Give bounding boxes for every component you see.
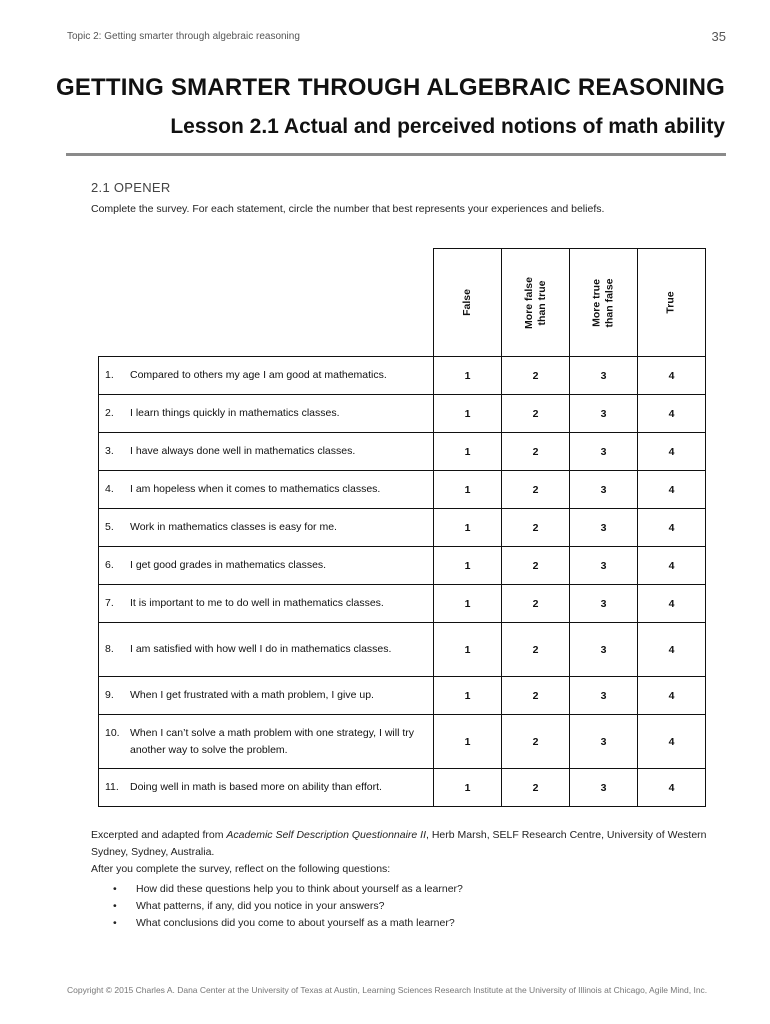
- statement-text: I am satisfied with how well I do in mathematics classes.: [130, 643, 392, 655]
- survey-row: [99, 471, 706, 509]
- reflection-question: [91, 915, 463, 932]
- statement-number: 5.: [105, 521, 114, 533]
- statement-text: I get good grades in mathematics classes.: [130, 559, 327, 571]
- column-header: [502, 249, 570, 357]
- statement-text: I have always done well in mathematics classes.: [130, 445, 356, 457]
- page-number: 35: [711, 29, 726, 44]
- statement-text: Doing well in math is based more on ability than effort.: [130, 781, 382, 793]
- rating-option[interactable]: 1: [434, 585, 502, 623]
- rating-option[interactable]: 3: [570, 677, 638, 715]
- section-heading: 2.1 OPENER: [91, 180, 171, 195]
- rating-option[interactable]: 2: [502, 585, 570, 623]
- rating-option[interactable]: 4: [638, 547, 706, 585]
- statement-text: It is important to me to do well in mathematics classes.: [130, 597, 384, 609]
- rating-option[interactable]: 1: [434, 547, 502, 585]
- column-header: [638, 249, 706, 357]
- rating-option[interactable]: 1: [434, 769, 502, 807]
- question-text: How did these questions help you to think about yourself as a learner?: [136, 883, 463, 895]
- rating-option[interactable]: 2: [502, 547, 570, 585]
- rating-option[interactable]: 2: [502, 357, 570, 395]
- statement-text: When I can’t solve a math problem with one strategy, I will try another way to solve the problem.: [130, 726, 415, 756]
- reflection-question: [91, 898, 463, 915]
- reflection-question: [91, 881, 463, 898]
- statement-cell: [99, 509, 434, 547]
- survey-row: [99, 585, 706, 623]
- rating-option[interactable]: 2: [502, 769, 570, 807]
- survey-row: [99, 677, 706, 715]
- column-header-line: More true: [590, 278, 603, 327]
- statement-cell: [99, 677, 434, 715]
- rating-option[interactable]: 2: [502, 433, 570, 471]
- rating-option[interactable]: 2: [502, 509, 570, 547]
- column-header-line: More false: [522, 276, 535, 329]
- title-divider: [66, 153, 726, 156]
- copyright-footer: Copyright © 2015 Charles A. Dana Center at the University of Texas at Austin, Learning Sciences Research Institute at the University of Illinois at Chicago, Agile Mind, Inc.: [67, 985, 708, 995]
- rating-option[interactable]: 3: [570, 395, 638, 433]
- column-header-line: than false: [603, 277, 616, 328]
- question-text: What patterns, if any, did you notice in your answers?: [136, 900, 385, 912]
- column-header-label: [590, 278, 616, 327]
- lesson-title: Lesson 2.1 Actual and perceived notions of math ability: [170, 115, 725, 138]
- statement-cell: [99, 357, 434, 395]
- reflection-questions: [91, 881, 463, 932]
- rating-option[interactable]: 4: [638, 623, 706, 677]
- source-suffix: , Herb Marsh, SELF Research Centre, University of Western Sydney, Sydney, Australia.: [91, 829, 707, 858]
- column-header-line: False: [460, 289, 473, 316]
- rating-option[interactable]: 3: [570, 433, 638, 471]
- survey-row: [99, 769, 706, 807]
- rating-option[interactable]: 4: [638, 395, 706, 433]
- statement-cell: [99, 547, 434, 585]
- statement-cell: [99, 623, 434, 677]
- statement-number: 2.: [105, 407, 114, 419]
- rating-option[interactable]: 1: [434, 471, 502, 509]
- rating-option[interactable]: 4: [638, 433, 706, 471]
- rating-option[interactable]: 2: [502, 715, 570, 769]
- survey-row: [99, 547, 706, 585]
- rating-option[interactable]: 4: [638, 509, 706, 547]
- rating-option[interactable]: 2: [502, 471, 570, 509]
- source-work-title: Academic Self Description Questionnaire II: [226, 829, 427, 841]
- running-header: Topic 2: Getting smarter through algebraic reasoning: [67, 31, 300, 42]
- statement-number: 6.: [105, 559, 114, 571]
- statement-text: I am hopeless when it comes to mathematics classes.: [130, 483, 381, 495]
- rating-option[interactable]: 3: [570, 715, 638, 769]
- column-header: [570, 249, 638, 357]
- survey-table: [98, 248, 706, 807]
- survey-row: [99, 509, 706, 547]
- rating-option[interactable]: 2: [502, 677, 570, 715]
- rating-option[interactable]: 1: [434, 623, 502, 677]
- rating-option[interactable]: 1: [434, 357, 502, 395]
- rating-option[interactable]: 4: [638, 357, 706, 395]
- statement-number: 4.: [105, 483, 114, 495]
- column-header-line: than true: [535, 280, 548, 325]
- survey-row: [99, 623, 706, 677]
- rating-option[interactable]: 1: [434, 715, 502, 769]
- rating-option[interactable]: 3: [570, 357, 638, 395]
- statement-cell: [99, 715, 434, 769]
- rating-option[interactable]: 4: [638, 677, 706, 715]
- statement-cell: [99, 471, 434, 509]
- statement-number: 1.: [105, 369, 114, 381]
- statement-cell: [99, 433, 434, 471]
- survey-header-row: [99, 249, 706, 357]
- rating-option[interactable]: 1: [434, 395, 502, 433]
- statement-text: I learn things quickly in mathematics classes.: [130, 407, 340, 419]
- statement-number: 8.: [105, 643, 114, 655]
- rating-option[interactable]: 4: [638, 471, 706, 509]
- statement-text: Work in mathematics classes is easy for me.: [130, 521, 337, 533]
- bullet-icon: •: [113, 883, 117, 895]
- statement-cell: [99, 769, 434, 807]
- survey-instructions: Complete the survey. For each statement, circle the number that best represents your experiences and beliefs.: [91, 203, 605, 215]
- source-prefix: Excerpted and adapted from: [91, 829, 227, 841]
- reflection-intro: After you complete the survey, reflect on the following questions:: [91, 863, 391, 875]
- column-header-line: True: [665, 291, 677, 314]
- rating-option[interactable]: 3: [570, 509, 638, 547]
- rating-option[interactable]: 2: [502, 395, 570, 433]
- page-title: GETTING SMARTER THROUGH ALGEBRAIC REASONING: [55, 74, 725, 101]
- rating-option[interactable]: 4: [638, 715, 706, 769]
- statement-text: Compared to others my age I am good at mathematics.: [130, 369, 387, 381]
- statement-cell: [99, 585, 434, 623]
- rating-option[interactable]: 4: [638, 769, 706, 807]
- survey-row: [99, 357, 706, 395]
- column-header-label: [523, 277, 549, 329]
- survey-row: [99, 433, 706, 471]
- rating-option[interactable]: 3: [570, 547, 638, 585]
- rating-option[interactable]: 3: [570, 471, 638, 509]
- statement-number: 10.: [105, 726, 120, 739]
- column-header-label: [461, 289, 474, 316]
- statement-cell: [99, 395, 434, 433]
- column-header-label: [665, 291, 678, 313]
- statement-number: 11.: [105, 781, 119, 793]
- bullet-icon: •: [113, 917, 117, 929]
- statement-number: 3.: [105, 445, 114, 457]
- bullet-icon: •: [113, 900, 117, 912]
- rating-option[interactable]: 2: [502, 623, 570, 677]
- rating-option[interactable]: 3: [570, 769, 638, 807]
- survey-row: [99, 715, 706, 769]
- question-text: What conclusions did you come to about yourself as a math learner?: [136, 917, 455, 929]
- blank-header-cell: [99, 249, 434, 357]
- statement-text: When I get frustrated with a math problem, I give up.: [130, 689, 374, 701]
- statement-number: 9.: [105, 689, 114, 701]
- rating-option[interactable]: 3: [570, 623, 638, 677]
- rating-option[interactable]: 3: [570, 585, 638, 623]
- statement-number: 7.: [105, 597, 114, 609]
- source-note: [91, 827, 721, 861]
- rating-option[interactable]: 4: [638, 585, 706, 623]
- survey-row: [99, 395, 706, 433]
- rating-option[interactable]: 1: [434, 433, 502, 471]
- rating-option[interactable]: 1: [434, 509, 502, 547]
- column-header: [434, 249, 502, 357]
- rating-option[interactable]: 1: [434, 677, 502, 715]
